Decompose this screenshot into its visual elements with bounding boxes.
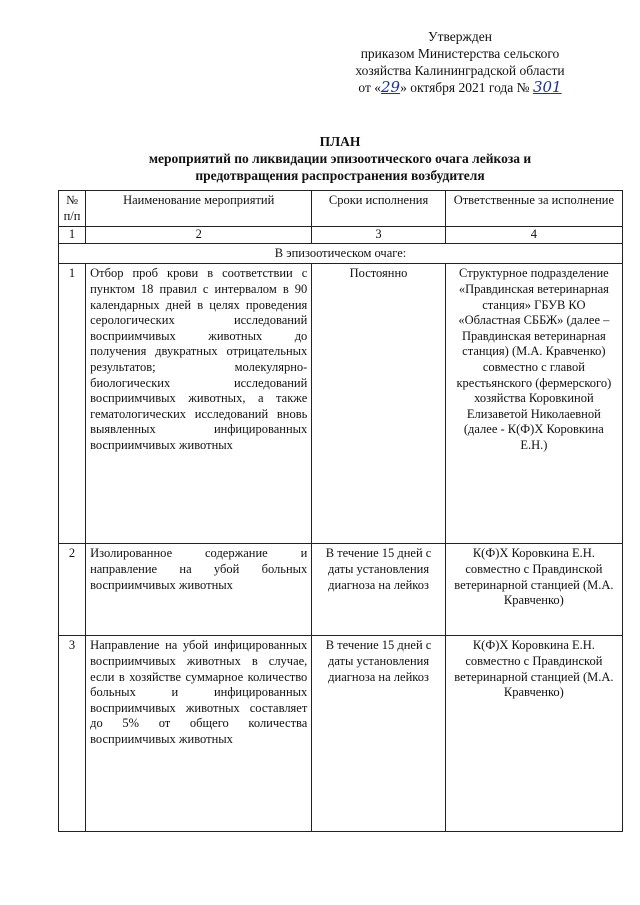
row-measure: Изолированное содержание и направление на убой больных восприимчивых животных <box>86 544 312 636</box>
document-title <box>60 133 620 184</box>
col-number-2: 2 <box>86 227 312 244</box>
row-number: 3 <box>59 636 86 832</box>
approval-date-prefix: от « <box>358 80 382 95</box>
section-row <box>59 243 623 264</box>
table-header-row <box>59 191 623 227</box>
header-deadline: Сроки исполнения <box>312 191 445 227</box>
approval-line-1: Утвержден <box>428 29 492 44</box>
row-number: 1 <box>59 264 86 544</box>
approval-line-2: приказом Министерства сельского <box>360 46 560 61</box>
approval-block <box>300 28 620 96</box>
row-responsible: К(Ф)Х Коровкина Е.Н. совместно с Правдинской ветеринарной станцией (М.А. Кравченко) <box>445 544 622 636</box>
col-number-3: 3 <box>312 227 445 244</box>
approval-order-number: 301 <box>532 78 562 96</box>
row-deadline: В течение 15 дней с даты установления диагноза на лейкоз <box>312 544 445 636</box>
header-responsible: Ответственные за исполнение <box>445 191 622 227</box>
title-line-2: мероприятий по ликвидации эпизоотического очага лейкоза и <box>148 151 532 166</box>
table-row <box>59 636 623 832</box>
approval-date-line <box>300 79 620 96</box>
row-measure: Отбор проб крови в соответствии с пунктом 18 правил с интервалом в 90 календарных дней в целях проведения серологических исследований восприимчивых животных до получения двукратных отрицательных результатов; молекулярно-биологических исследований восприимчивых животных, а также гематологических исследований вновь выявленных инфицированных восприимчивых животных <box>86 264 312 544</box>
table-row <box>59 544 623 636</box>
plan-table <box>58 190 623 832</box>
title-line-1: ПЛАН <box>319 134 361 149</box>
section-title: В эпизоотическом очаге: <box>59 243 623 264</box>
approval-line-3: хозяйства Калининградской области <box>355 63 565 78</box>
row-deadline: Постоянно <box>312 264 445 544</box>
header-name: Наименование мероприятий <box>86 191 312 227</box>
row-deadline: В течение 15 дней с даты установления диагноза на лейкоз <box>312 636 445 832</box>
table-row <box>59 264 623 544</box>
column-number-row <box>59 227 623 244</box>
header-num: № п/п <box>59 191 86 227</box>
approval-date-day: 29 <box>381 78 401 96</box>
row-measure: Направление на убой инфицированных восприимчивых животных в случае, если в хозяйстве суммарное количество больных и инфицированных восприимчивых животных составляет до 5% от общего количества восприимчивых животных <box>86 636 312 832</box>
title-line-3: предотвращения распространения возбудителя <box>195 168 485 183</box>
col-number-1: 1 <box>59 227 86 244</box>
row-responsible: Структурное подразделение «Правдинская ветеринарная станция» ГБУВ КО «Областная СББЖ» (далее – Правдинская ветеринарная станция) (М.А. Кравченко) совместно с главой крестьянского (фермерского) хозяйства Коровкиной Елизаветой Николаевной (далее - К(Ф)Х Коровкина Е.Н.) <box>445 264 622 544</box>
col-number-4: 4 <box>445 227 622 244</box>
approval-date-middle: » октября 2021 года № <box>400 80 530 95</box>
row-responsible: К(Ф)Х Коровкина Е.Н. совместно с Правдинской ветеринарной станцией (М.А. Кравченко) <box>445 636 622 832</box>
row-number: 2 <box>59 544 86 636</box>
